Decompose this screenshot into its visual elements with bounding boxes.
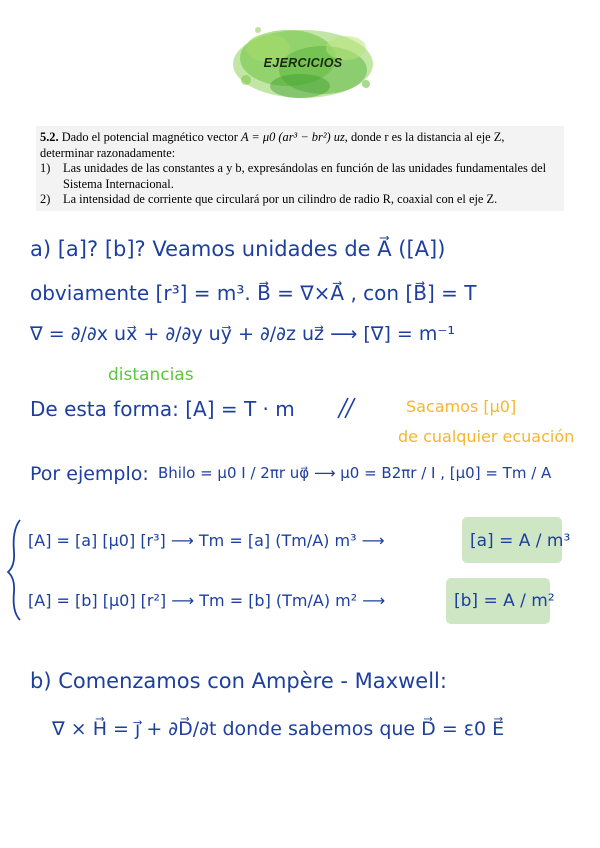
- note-sacamos-1: Sacamos [μ0]: [406, 397, 517, 416]
- problem-number: 5.2.: [40, 130, 59, 144]
- potential-formula: A = μ0 (ar³ − br²) uz: [240, 130, 345, 144]
- note-line-2: obviamente [r³] = m³. B⃗ = ∇×A⃗ , con [B⃗] = T: [30, 281, 477, 305]
- note-distancias: distancias: [108, 365, 194, 385]
- eq-b-result: [b] = A / m²: [454, 591, 555, 611]
- problem-item-2: 2) La intensidad de corriente que circulará por un cilindro de radio R, coaxial con el eje Z.: [40, 192, 498, 206]
- note-line-1: a) [a]? [b]? Veamos unidades de A⃗ ([A]): [30, 237, 446, 261]
- strike-marks: [338, 398, 355, 418]
- note-line-3: ∇ = ∂/∂x ux⃗ + ∂/∂y uy⃗ + ∂/∂z uz⃗ ⟶ [∇] = m⁻¹: [30, 323, 456, 345]
- eq-a-result: [a] = A / m³: [470, 531, 571, 551]
- note-line-4: De esta forma: [A] = T · m: [30, 397, 295, 421]
- note-line-b: b) Comenzamos con Ampère - Maxwell:: [30, 669, 447, 693]
- note-sacamos-2: de cualquier ecuación: [398, 427, 575, 446]
- note-line-b2: ∇ × H⃗ = j⃗ + ∂D⃗/∂t donde sabemos que D⃗ = ε0 E⃗: [52, 718, 505, 740]
- problem-intro-text: Dado el potencial magnético vector: [61, 130, 238, 144]
- problem-after-formula: , donde r es la distancia al eje Z, determinar razonadamente:: [40, 130, 505, 160]
- system-brace: [8, 520, 20, 620]
- eq-b: [A] = [b] [μ0] [r²] ⟶ Tm = [b] (Tm/A) m² ⟶: [28, 591, 386, 610]
- note-line-5a: Por ejemplo:: [30, 463, 149, 485]
- eq-a: [A] = [a] [μ0] [r³] ⟶ Tm = [a] (Tm/A) m³ ⟶: [28, 531, 385, 550]
- note-line-5b: Bhilo = μ0 I / 2πr uφ⃗ ⟶ μ0 = B2πr / I , [μ0] = Tm / A: [158, 464, 552, 482]
- problem-item-1: 1) Las unidades de las constantes a y b, expresándolas en función de las unidades fundamentales del Sistema Internacional.: [40, 161, 547, 191]
- banner-title: EJERCICIOS: [263, 56, 343, 70]
